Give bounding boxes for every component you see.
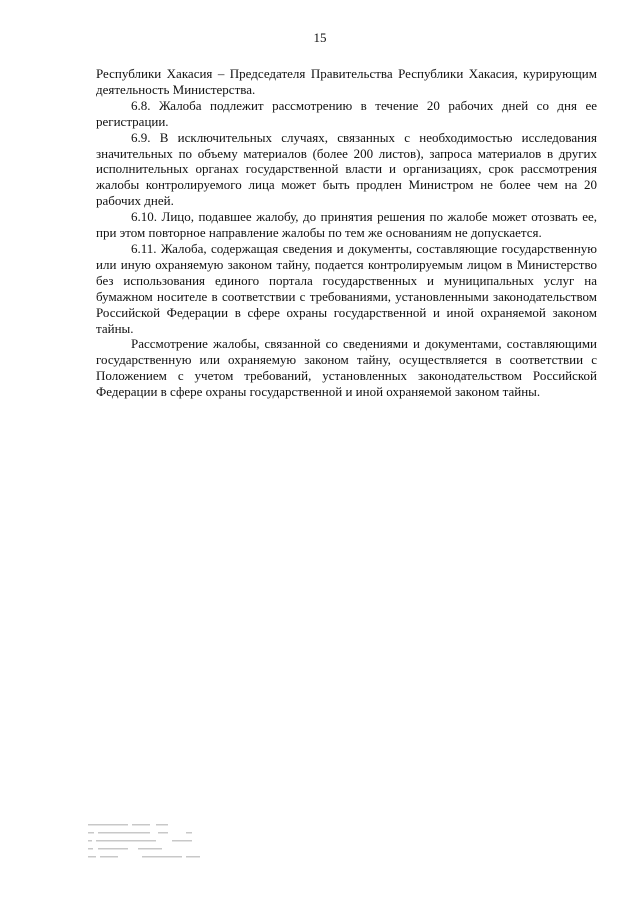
- paragraph-6-8: 6.8. Жалоба подлежит рассмотрению в течение 20 рабочих дней со дня ее регистрации.: [96, 97, 597, 129]
- paragraph-6-10: 6.10. Лицо, подавшее жалобу, до принятия решения по жалобе может отозвать ее, при этом повторное направление жалобы по тем же основаниям не допускается.: [96, 209, 597, 241]
- paragraph-6-9: 6.9. В исключительных случаях, связанных с необходимостью исследования значительных по объему материалов (более 200 листов), запроса материалов в других исполнительных органах государственной власти и организациях, срок рассмотрения жалобы контролируемого лица может быть продлен Министром не более чем на 20 рабочих дней.: [96, 129, 597, 209]
- paragraph-review: Рассмотрение жалобы, связанной со сведениями и документами, составляющими государственную или охраняемую законом тайну, осуществляется в соответствии с Положением с учетом требований, установленных законодательством Российской Федерации в сфере охраны государственной и иной охраняемой законом тайны.: [96, 336, 597, 400]
- paragraph-continuation: Республики Хакасия – Председателя Правительства Республики Хакасия, курирующим деятельность Министерства.: [96, 66, 597, 97]
- stamp-texture-icon: [86, 822, 204, 866]
- faded-registration-stamp: [86, 822, 204, 866]
- paragraph-6-11: 6.11. Жалоба, содержащая сведения и документы, составляющие государственную или иную охраняемую законом тайну, подается контролируемым лицом в Министерство без использования единого портала государственных и муниципальных услуг на бумажном носителе в соответствии с требованиями, установленными законодательством Российской Федерации в сфере охраны государственной и иной охраняемой законом тайны.: [96, 240, 597, 336]
- page-number: 15: [313, 30, 327, 45]
- document-body: [96, 66, 597, 400]
